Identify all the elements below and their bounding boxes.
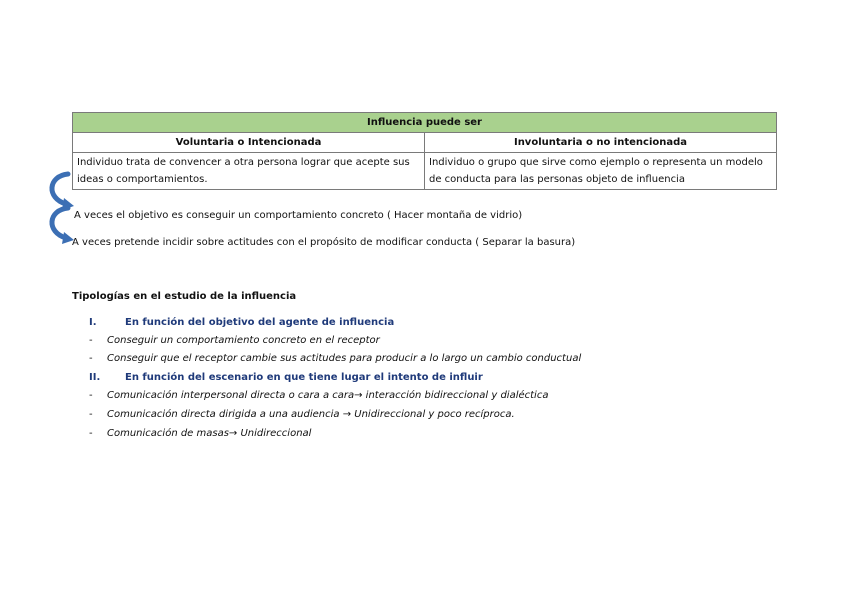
section-heading-1	[89, 317, 394, 328]
list-item-text: Comunicación directa dirigida a una audiencia → Unidireccional y poco recíproca.	[107, 409, 515, 420]
list-item-text: Conseguir que el receptor cambie sus actitudes para producir a lo largo un cambio conductual	[107, 353, 582, 364]
bullet-dash: -	[89, 428, 93, 439]
section-numeral-2: II.	[89, 372, 101, 383]
list-item	[89, 390, 548, 401]
cell-voluntary-desc: Individuo trata de convencer a otra persona lograr que acepte sus ideas o comportamientos.	[73, 153, 425, 190]
note-behavior: A veces el objetivo es conseguir un comportamiento concreto ( Hacer montaña de vidrio)	[74, 210, 523, 221]
list-item	[89, 335, 380, 346]
bullet-dash: -	[89, 353, 93, 364]
section-title-1: En función del objetivo del agente de influencia	[125, 317, 395, 328]
list-item-text: Comunicación de masas→ Unidireccional	[107, 428, 312, 439]
bullet-dash: -	[89, 409, 93, 420]
bullet-dash: -	[89, 390, 93, 401]
typologies-title: Tipologías en el estudio de la influencia	[72, 291, 297, 302]
list-item	[89, 353, 581, 364]
list-item	[89, 428, 311, 439]
list-item-text: Comunicación interpersonal directa o cara a cara→ interacción bidireccional y dialéctica	[107, 390, 549, 401]
section-heading-2	[89, 372, 483, 383]
section-title-2: En función del escenario en que tiene lugar el intento de influir	[125, 372, 483, 383]
section-numeral-1: I.	[89, 317, 97, 328]
table-header: Influencia puede ser	[73, 113, 777, 133]
influence-table	[72, 112, 777, 190]
note-attitude: A veces pretende incidir sobre actitudes con el propósito de modificar conducta ( Separar la basura)	[72, 237, 576, 248]
list-item	[89, 409, 515, 420]
column-voluntary: Voluntaria o Intencionada	[73, 133, 425, 153]
list-item-text: Conseguir un comportamiento concreto en el receptor	[107, 335, 380, 346]
bullet-dash: -	[89, 335, 93, 346]
column-involuntary: Involuntaria o no intencionada	[425, 133, 777, 153]
cell-involuntary-desc: Individuo o grupo que sirve como ejemplo o representa un modelo de conducta para las personas objeto de influencia	[425, 153, 777, 190]
